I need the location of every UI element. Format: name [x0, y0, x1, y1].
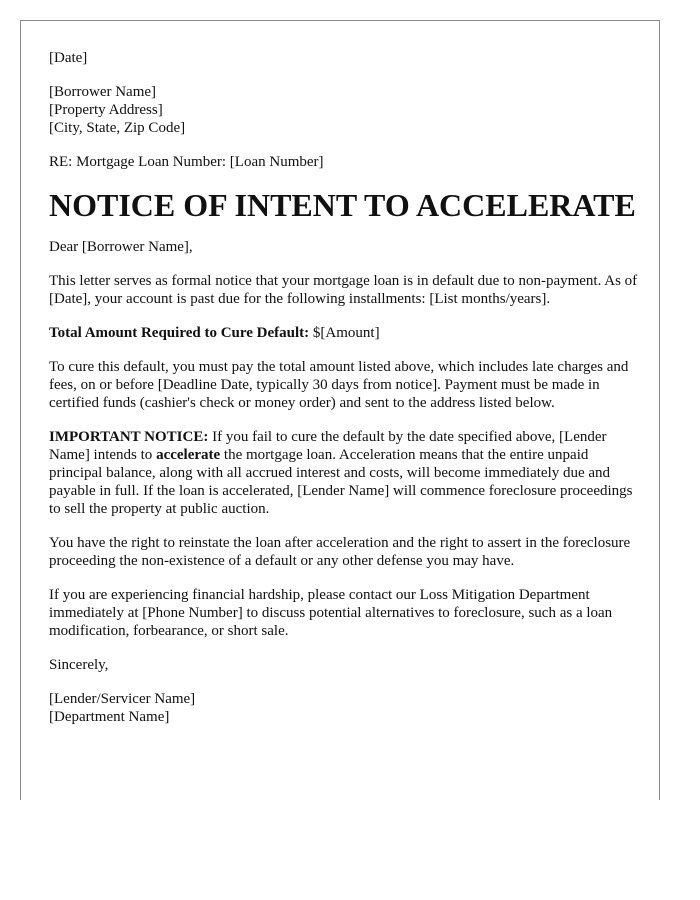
- intro-paragraph: This letter serves as formal notice that your mortgage loan is in default due to non-payment. As of [Date], your account is past due for the following installments: [List months/years].: [49, 273, 638, 307]
- recipient-address: [Property Address]: [49, 102, 163, 118]
- amount-label: Total Amount Required to Cure Default:: [49, 325, 310, 341]
- reinstate-paragraph: You have the right to reinstate the loan after acceleration and the right to assert in the foreclosure proceeding the non-existence of a default or any other defense you may have.: [49, 535, 631, 569]
- letter-content: [49, 49, 639, 742]
- letter-date: [Date]: [49, 50, 88, 66]
- recipient-city-state-zip: [City, State, Zip Code]: [49, 120, 186, 136]
- letter-page: [20, 20, 660, 800]
- lender-name: [Lender/Servicer Name]: [49, 691, 196, 707]
- important-notice-emphasis: accelerate: [156, 447, 221, 463]
- recipient-block: [49, 83, 639, 137]
- amount-value: $[Amount]: [309, 325, 380, 341]
- important-notice-label: IMPORTANT NOTICE:: [49, 429, 209, 445]
- cure-paragraph: To cure this default, you must pay the total amount listed above, which includes late charges and fees, on or before [Deadline Date, typically 30 days from notice]. Payment must be made in certified funds (cashier's check or money order) and sent to the address listed below.: [49, 359, 629, 411]
- important-notice-text-1: If you fail to cure the default by the date specified above, [Lender Name] intends to: [49, 429, 607, 463]
- important-notice-paragraph: [49, 428, 639, 518]
- recipient-name: [Borrower Name]: [49, 84, 157, 100]
- letter-title: NOTICE OF INTENT TO ACCELERATE: [49, 187, 636, 223]
- sign-off: Sincerely,: [49, 657, 109, 673]
- re-line: RE: Mortgage Loan Number: [Loan Number]: [49, 154, 324, 170]
- signature-block: [49, 690, 639, 726]
- department-name: [Department Name]: [49, 709, 170, 725]
- important-notice-text-2: the mortgage loan. Acceleration means that the entire unpaid principal balance, along with all accrued interest and costs, will become immediately due and payable in full. If the loan is accelerated, [Lender Name] will commence foreclosure proceedings to sell the property at public auction.: [49, 447, 633, 517]
- hardship-paragraph: If you are experiencing financial hardship, please contact our Loss Mitigation Department immediately at [Phone Number] to discuss potential alternatives to foreclosure, such as a loan modification, forbearance, or short sale.: [49, 587, 613, 639]
- amount-paragraph: [49, 324, 639, 342]
- salutation: Dear [Borrower Name],: [49, 239, 193, 255]
